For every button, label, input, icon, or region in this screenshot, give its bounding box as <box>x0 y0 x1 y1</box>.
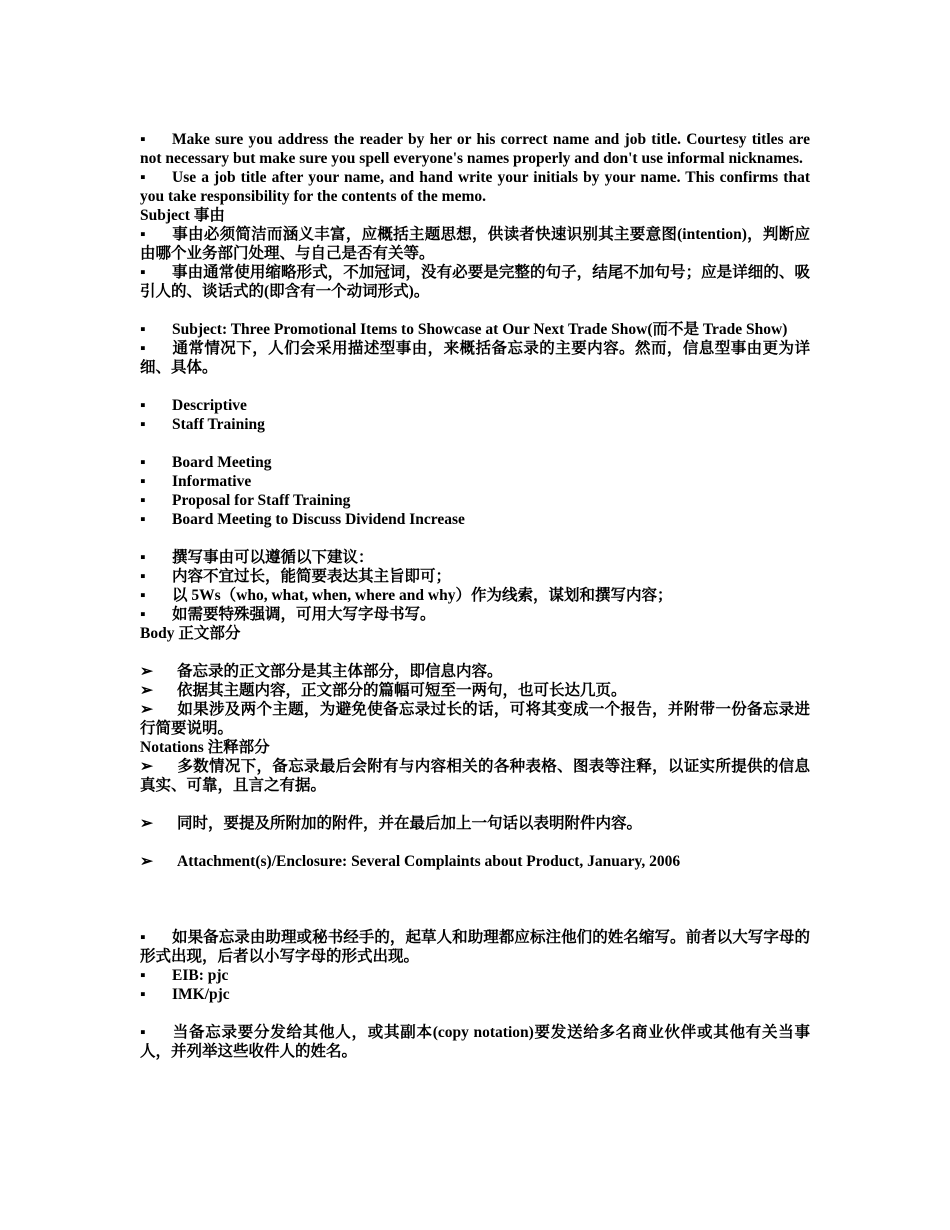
square-bullet-icon: ▪ <box>140 587 146 604</box>
square-bullet-icon: ▪ <box>140 492 146 509</box>
document-page <box>140 130 810 1061</box>
list-item: ▪ Board Meeting to Discuss Dividend Increase <box>140 511 465 528</box>
subject-heading: Subject 事由 <box>140 207 225 224</box>
body-point-1: ➢ 备忘录的正文部分是其主体部分，即信息内容。 <box>140 663 503 680</box>
arrow-bullet-icon: ➢ <box>140 853 153 870</box>
arrow-bullet-icon: ➢ <box>140 701 153 718</box>
subject-note: ▪ 通常情况下，人们会采用描述型事由，来概括备忘录的主要内容。然而，信息型事由更为详细、具体。 <box>140 340 810 376</box>
square-bullet-icon: ▪ <box>140 986 146 1003</box>
square-bullet-icon: ▪ <box>140 226 146 243</box>
square-bullet-icon: ▪ <box>140 454 146 471</box>
tip-item: ▪ 如需要特殊强调，可用大写字母书写。 <box>140 606 436 623</box>
square-bullet-icon: ▪ <box>140 568 146 585</box>
notations-heading: Notations 注释部分 <box>140 739 270 756</box>
square-bullet-icon: ▪ <box>140 340 146 357</box>
intro-bullet-1: ▪ Make sure you address the reader by her or his correct name and job title. Courtesy titles are not necessary but make sure you spell everyone's names properly and don't use informal nicknames. <box>140 131 810 167</box>
arrow-bullet-icon: ➢ <box>140 758 153 775</box>
list-item: ▪ Staff Training <box>140 416 265 433</box>
body-heading: Body 正文部分 <box>140 625 241 642</box>
square-bullet-icon: ▪ <box>140 169 146 186</box>
square-bullet-icon: ▪ <box>140 929 146 946</box>
square-bullet-icon: ▪ <box>140 321 146 338</box>
square-bullet-icon: ▪ <box>140 606 146 623</box>
square-bullet-icon: ▪ <box>140 416 146 433</box>
intro-bullet-2: ▪ Use a job title after your name, and hand write your initials by your name. This confirms that you take responsibility for the contents of the memo. <box>140 169 810 205</box>
tip-item: ▪ 内容不宜过长，能简要表达其主旨即可； <box>140 568 452 585</box>
subject-example: ▪ Subject: Three Promotional Items to Showcase at Our Next Trade Show(而不是 Trade Show) <box>140 321 788 338</box>
square-bullet-icon: ▪ <box>140 549 146 566</box>
notations-point-2: ➢ 同时，要提及所附加的附件，并在最后加上一句话以表明附件内容。 <box>140 815 643 832</box>
arrow-bullet-icon: ➢ <box>140 815 153 832</box>
list-item: ▪ Informative <box>140 473 252 490</box>
square-bullet-icon: ▪ <box>140 264 146 281</box>
tip-item: ▪ 以 5Ws（who, what, when, where and why）作为线索，谋划和撰写内容； <box>140 587 673 604</box>
list-item: ▪ Proposal for Staff Training <box>140 492 351 509</box>
square-bullet-icon: ▪ <box>140 1024 146 1041</box>
subject-point-1: ▪ 事由必须简洁而涵义丰富，应概括主题思想，供读者快速识别其主要意图(intention)，判断应由哪个业务部门处理、与自己是否有关等。 <box>140 226 810 262</box>
list-item: ▪ Board Meeting <box>140 454 272 471</box>
arrow-bullet-icon: ➢ <box>140 663 153 680</box>
notations-example: ➢ Attachment(s)/Enclosure: Several Complaints about Product, January, 2006 <box>140 853 681 870</box>
square-bullet-icon: ▪ <box>140 397 146 414</box>
subject-point-2: ▪ 事由通常使用缩略形式，不加冠词，没有必要是完整的句子，结尾不加句号；应是详细的、吸引人的、谈话式的(即含有一个动词形式)。 <box>140 264 810 300</box>
copy-note: ▪ 当备忘录要分发给其他人，或其副本(copy notation)要发送给多名商业伙伴或其他有关当事人，并列举这些收件人的姓名。 <box>140 1024 810 1060</box>
square-bullet-icon: ▪ <box>140 473 146 490</box>
list-item: ▪ Descriptive <box>140 397 247 414</box>
initials-example-1: ▪ EIB: pjc <box>140 967 229 984</box>
square-bullet-icon: ▪ <box>140 511 146 528</box>
arrow-bullet-icon: ➢ <box>140 682 153 699</box>
initials-example-2: ▪ IMK/pjc <box>140 986 230 1003</box>
square-bullet-icon: ▪ <box>140 967 146 984</box>
body-point-3: ➢ 如果涉及两个主题，为避免使备忘录过长的话，可将其变成一个报告，并附带一份备忘录进行简要说明。 <box>140 701 810 737</box>
notations-point-1: ➢ 多数情况下，备忘录最后会附有与内容相关的各种表格、图表等注释，以证实所提供的信息真实、可靠，且言之有据。 <box>140 758 810 794</box>
square-bullet-icon: ▪ <box>140 131 146 148</box>
body-point-2: ➢ 依据其主题内容，正文部分的篇幅可短至一两句，也可长达几页。 <box>140 682 627 699</box>
initials-note: ▪ 如果备忘录由助理或秘书经手的，起草人和助理都应标注他们的姓名缩写。前者以大写字母的形式出现，后者以小写字母的形式出现。 <box>140 929 810 965</box>
tip-item: ▪ 撰写事由可以遵循以下建议： <box>140 549 374 566</box>
